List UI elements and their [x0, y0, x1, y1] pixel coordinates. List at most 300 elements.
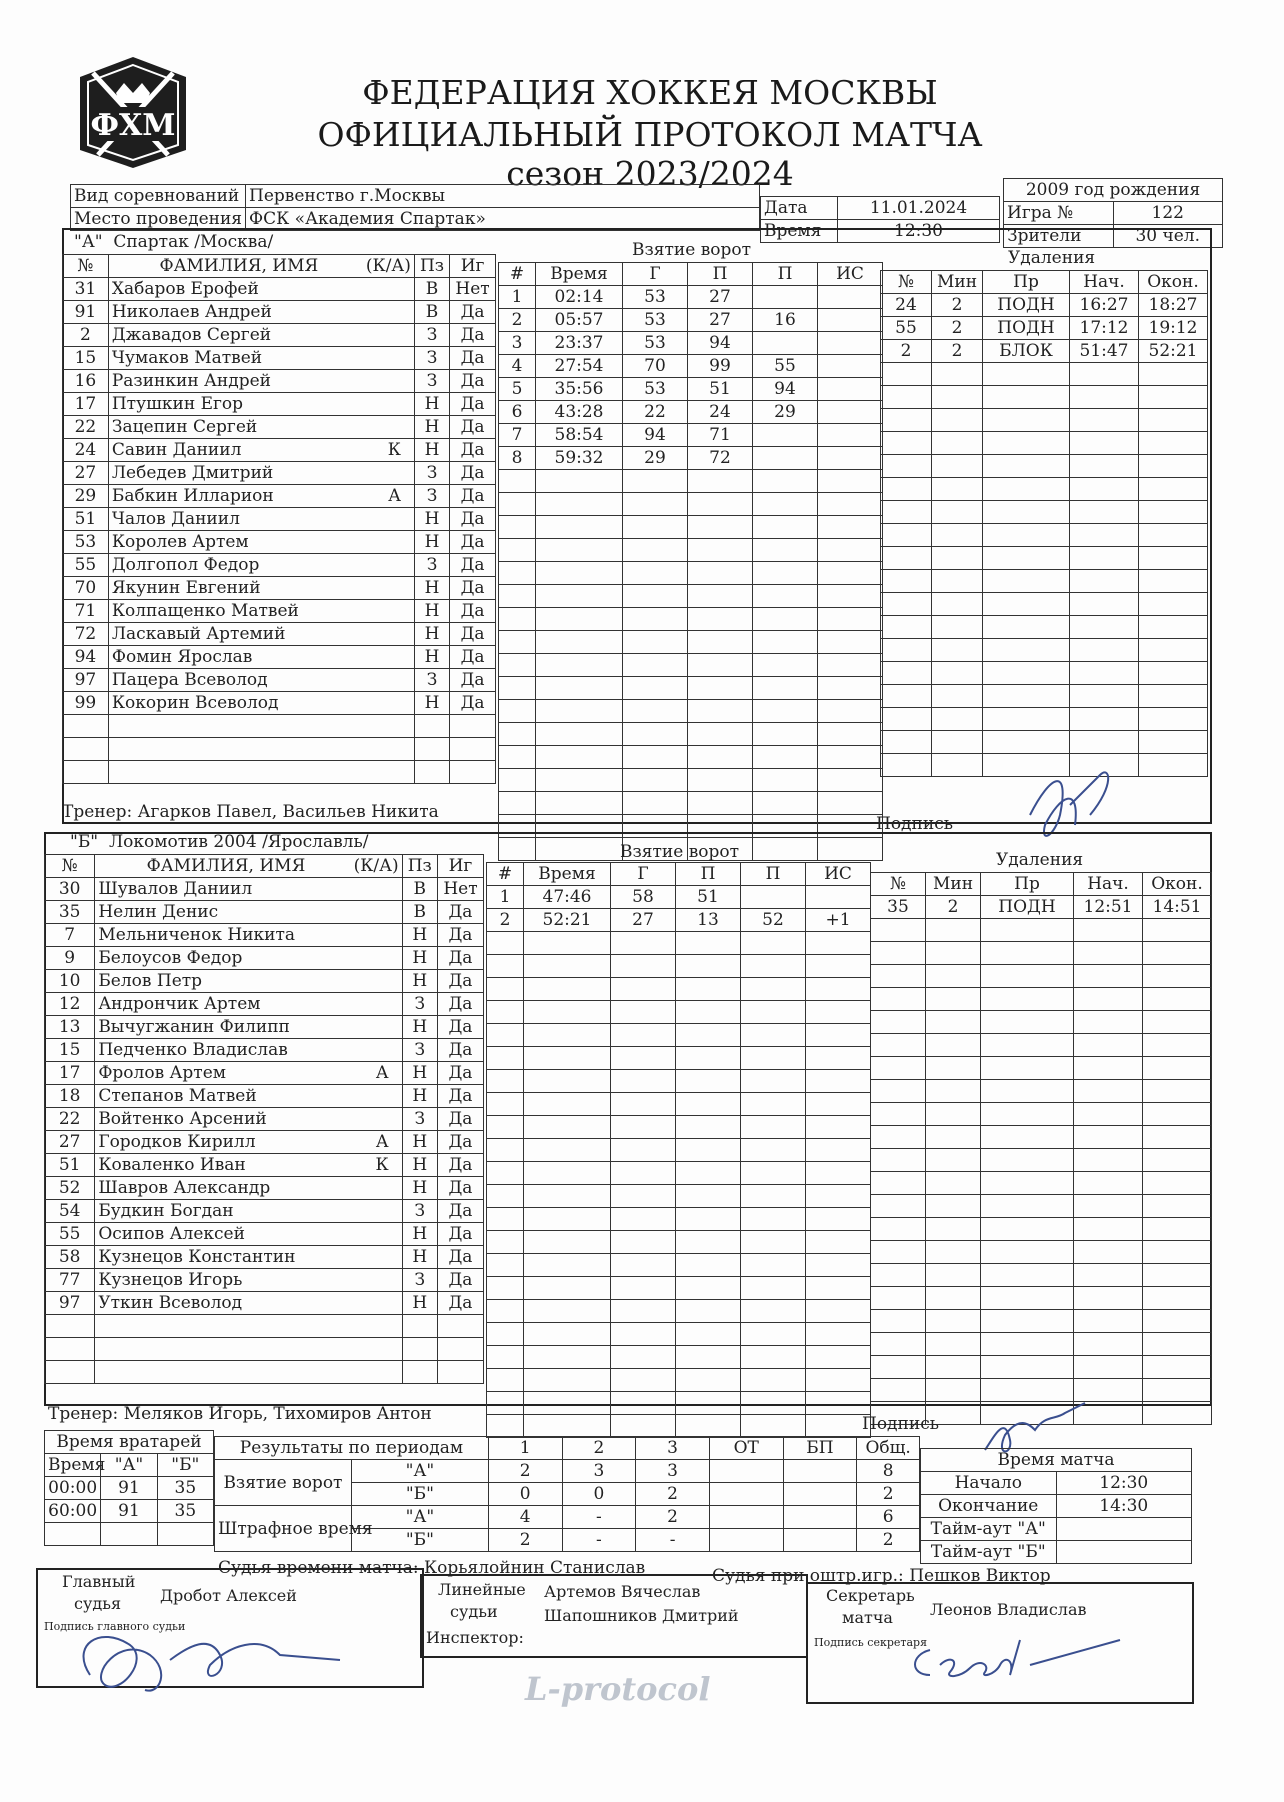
empty-cell: [753, 585, 818, 608]
empty-cell: [926, 1080, 981, 1103]
empty-cell: [623, 516, 688, 539]
penalty-row: [871, 1172, 1212, 1195]
empty-cell: [741, 932, 806, 955]
team-a-roster: [62, 254, 496, 784]
goal-row-cell: 4: [499, 355, 536, 378]
goal-row: [499, 286, 883, 309]
col-pos-b: Пз: [402, 855, 437, 878]
empty-cell: [981, 965, 1074, 988]
empty-cell: [676, 955, 741, 978]
empty-cell: [414, 738, 449, 761]
empty-cell: [881, 662, 932, 685]
empty-cell: [499, 562, 536, 585]
player-name-cell: [108, 439, 414, 462]
empty-cell: [818, 539, 883, 562]
player-plays: Да: [450, 669, 496, 692]
empty-cell: [871, 1287, 926, 1310]
goal-row: [487, 1277, 871, 1300]
empty-cell: [623, 746, 688, 769]
empty-cell: [932, 363, 983, 386]
player-name: Птушкин Егор: [111, 394, 244, 414]
empty-cell: [487, 1001, 524, 1024]
goal-row-cell: 27: [688, 286, 753, 309]
goal-row-cell: 2: [487, 909, 524, 932]
player-name-cell: [108, 554, 414, 577]
empty-cell: [499, 539, 536, 562]
pen-col-reason: Пр: [983, 271, 1070, 294]
player-name-cell: [95, 1108, 402, 1131]
player-position: Н: [414, 692, 449, 715]
player-position: Н: [414, 531, 449, 554]
goal-row-cell: 1: [487, 886, 524, 909]
penalty-row: [881, 294, 1208, 317]
player-name-cell: [95, 901, 402, 924]
referee-sig-label: Подпись главного судьи: [44, 1620, 186, 1633]
player-row: [45, 1246, 484, 1269]
player-plays: Да: [437, 924, 483, 947]
period-cell: 0: [488, 1483, 562, 1506]
team-a-pen-title: Удаления: [1008, 248, 1096, 268]
goal-row-cell: 71: [688, 424, 753, 447]
empty-cell: [611, 1162, 676, 1185]
match-time-title: Время матча: [921, 1449, 1192, 1472]
empty-cell: [524, 1070, 611, 1093]
empty-cell: [881, 409, 932, 432]
empty-cell: [108, 715, 414, 738]
goal-row: [487, 1139, 871, 1162]
empty-cell: [524, 1001, 611, 1024]
goal-row: [487, 1346, 871, 1369]
player-name: Городков Кирилл: [98, 1132, 256, 1152]
penalty-row-cell: ПОДН: [981, 896, 1074, 919]
empty-cell: [871, 1103, 926, 1126]
period-cell: [783, 1483, 857, 1506]
empty-cell: [1139, 754, 1208, 777]
goal-row-cell: [753, 332, 818, 355]
empty-cell: [981, 1356, 1074, 1379]
empty-cell: [881, 524, 932, 547]
col-plays-b: Иг: [437, 855, 483, 878]
title-protocol: ОФИЦИАЛЬНЫЙ ПРОТОКОЛ МАТЧА: [317, 115, 983, 154]
goal-row-cell: [818, 401, 883, 424]
empty-cell: [524, 1093, 611, 1116]
empty-cell: [1139, 685, 1208, 708]
empty-cell: [676, 1231, 741, 1254]
goal-row: [499, 355, 883, 378]
goal-row: [499, 792, 883, 815]
player-name-cell: [108, 531, 414, 554]
player-number: 22: [45, 1108, 95, 1131]
player-plays: Да: [450, 370, 496, 393]
empty-cell: [806, 1300, 871, 1323]
player-position: Н: [414, 393, 449, 416]
player-number: 35: [45, 901, 95, 924]
empty-cell: [688, 700, 753, 723]
empty-cell: [926, 988, 981, 1011]
empty-cell: [623, 769, 688, 792]
empty-cell: [871, 1379, 926, 1402]
secretary-name: Леонов Владислав: [930, 1600, 1087, 1619]
penalty-row: [881, 731, 1208, 754]
empty-cell: [524, 1024, 611, 1047]
player-plays: Да: [437, 1131, 483, 1154]
empty-cell: [818, 562, 883, 585]
player-name-cell: [108, 416, 414, 439]
goal-row-cell: 43:28: [536, 401, 623, 424]
goal-row-cell: 59:32: [536, 447, 623, 470]
player-name-cell: [108, 462, 414, 485]
player-number: 16: [63, 370, 109, 393]
empty-cell: [1139, 501, 1208, 524]
penalty-row: [871, 1057, 1212, 1080]
empty-cell: [981, 919, 1074, 942]
empty-cell: [611, 978, 676, 1001]
empty-cell: [1074, 1172, 1143, 1195]
empty-cell: [983, 708, 1070, 731]
goal-col-assist1: П: [688, 263, 753, 286]
goal-row: [487, 1415, 871, 1438]
player-number: 53: [63, 531, 109, 554]
player-row: [45, 1200, 484, 1223]
player-position: Н: [402, 1177, 437, 1200]
goal-row: [499, 516, 883, 539]
goal-row-cell: 8: [499, 447, 536, 470]
player-plays: Да: [450, 692, 496, 715]
goal-row-cell: 70: [623, 355, 688, 378]
empty-cell: [1070, 616, 1139, 639]
player-plays: Да: [437, 1062, 483, 1085]
empty-cell: [981, 1149, 1074, 1172]
empty-cell: [688, 654, 753, 677]
empty-cell: [676, 1047, 741, 1070]
player-row: [45, 1338, 484, 1361]
empty-cell: [806, 1001, 871, 1024]
empty-cell: [676, 1001, 741, 1024]
empty-cell: [753, 723, 818, 746]
empty-cell: [676, 1116, 741, 1139]
empty-cell: [1139, 570, 1208, 593]
goal-row: [487, 1300, 871, 1323]
empty-cell: [981, 1126, 1074, 1149]
empty-cell: [932, 754, 983, 777]
goal-row-cell: 53: [623, 309, 688, 332]
goalie-b-cell: 35: [157, 1477, 213, 1500]
goal-row: [499, 309, 883, 332]
match-end-label: Окончание: [921, 1495, 1057, 1518]
empty-cell: [45, 1315, 95, 1338]
empty-cell: [63, 761, 109, 784]
player-row: [63, 462, 496, 485]
goal-row: [487, 1208, 871, 1231]
referee-label-2: судья: [74, 1594, 122, 1613]
team-b-coach: Тренер: Меляков Игорь, Тихомиров Антон: [48, 1404, 432, 1424]
empty-cell: [871, 1241, 926, 1264]
empty-cell: [623, 631, 688, 654]
player-position: Н: [414, 577, 449, 600]
penalty-row-cell: 18:27: [1139, 294, 1208, 317]
penalty-row: [881, 363, 1208, 386]
goal-row-cell: 3: [499, 332, 536, 355]
empty-cell: [926, 1379, 981, 1402]
empty-cell: [611, 1208, 676, 1231]
pen-col-end-b: Окон.: [1143, 873, 1212, 896]
empty-cell: [818, 493, 883, 516]
player-name-cell: [108, 393, 414, 416]
secretary-label-2: матча: [842, 1608, 893, 1627]
empty-cell: [611, 1116, 676, 1139]
penalty-row-cell: 19:12: [1139, 317, 1208, 340]
empty-cell: [536, 677, 623, 700]
period-cell: [709, 1460, 783, 1483]
player-name-cell: [108, 508, 414, 531]
empty-cell: [1139, 593, 1208, 616]
penalty-row: [871, 1333, 1212, 1356]
empty-cell: [623, 654, 688, 677]
pen-col-reason-b: Пр: [981, 873, 1074, 896]
player-name: Нелин Денис: [98, 902, 219, 922]
penalty-row: [881, 317, 1208, 340]
player-plays: Да: [450, 393, 496, 416]
empty-cell: [871, 1172, 926, 1195]
empty-cell: [983, 363, 1070, 386]
period-cell: -: [562, 1529, 636, 1552]
empty-cell: [741, 1415, 806, 1438]
empty-cell: [1074, 1149, 1143, 1172]
empty-cell: [881, 593, 932, 616]
penalty-row: [871, 1195, 1212, 1218]
player-row: [45, 1269, 484, 1292]
player-position: Н: [402, 1292, 437, 1315]
empty-cell: [741, 1185, 806, 1208]
empty-cell: [623, 493, 688, 516]
empty-cell: [741, 1116, 806, 1139]
goal-row-cell: [818, 378, 883, 401]
goal-row: [499, 608, 883, 631]
goalie-time-cell: 00:00: [45, 1477, 101, 1500]
empty-cell: [487, 1070, 524, 1093]
empty-cell: [818, 631, 883, 654]
empty-cell: [926, 1241, 981, 1264]
player-name: Бабкин Илларион: [111, 486, 274, 506]
goal-row-cell: [818, 309, 883, 332]
empty-cell: [1070, 593, 1139, 616]
player-name-cell: [95, 878, 402, 901]
player-number: 58: [45, 1246, 95, 1269]
goal-row: [499, 447, 883, 470]
empty-cell: [688, 470, 753, 493]
penalty-row-cell: 12:51: [1074, 896, 1143, 919]
empty-cell: [806, 1070, 871, 1093]
empty-cell: [818, 746, 883, 769]
empty-cell: [741, 1070, 806, 1093]
player-row: [45, 1154, 484, 1177]
player-position: Н: [402, 1085, 437, 1108]
goal-row-cell: [818, 286, 883, 309]
player-position: Н: [414, 623, 449, 646]
empty-cell: [932, 731, 983, 754]
empty-cell: [611, 1415, 676, 1438]
goal-row-cell: 52: [741, 909, 806, 932]
period-cell: -: [562, 1506, 636, 1529]
goal-row-cell: 2: [499, 309, 536, 332]
timeout-a-label: Тайм-аут "А": [921, 1518, 1057, 1541]
player-plays: Да: [437, 1292, 483, 1315]
col-ka-b: (К/А): [353, 856, 399, 876]
empty-cell: [499, 769, 536, 792]
period-cell: 2: [636, 1506, 710, 1529]
goal-row: [487, 1001, 871, 1024]
time-value: 12:30: [838, 220, 1000, 243]
goal-row: [499, 769, 883, 792]
penalty-row: [881, 386, 1208, 409]
empty-cell: [871, 1333, 926, 1356]
goal-row: [487, 1070, 871, 1093]
empty-cell: [536, 700, 623, 723]
goal-row-cell: [741, 886, 806, 909]
period-col: ОТ: [709, 1437, 783, 1460]
empty-cell: [926, 919, 981, 942]
goal-row-cell: 53: [623, 332, 688, 355]
period-cell: 4: [488, 1506, 562, 1529]
period-cell: 2: [488, 1460, 562, 1483]
player-row: [45, 1292, 484, 1315]
empty-cell: [623, 723, 688, 746]
player-number: 94: [63, 646, 109, 669]
empty-cell: [871, 1310, 926, 1333]
player-row: [63, 554, 496, 577]
player-name: Белов Петр: [98, 971, 203, 991]
player-name: Зацепин Сергей: [111, 417, 258, 437]
goal-row: [499, 378, 883, 401]
player-name-cell: [95, 1131, 402, 1154]
col-ka: (К/А): [365, 256, 411, 276]
player-row: [63, 370, 496, 393]
col-num-b: №: [45, 855, 95, 878]
period-cell: 2: [857, 1483, 920, 1506]
player-plays: Да: [450, 347, 496, 370]
empty-cell: [806, 1185, 871, 1208]
player-number: 10: [45, 970, 95, 993]
empty-cell: [741, 1254, 806, 1277]
col-num: №: [63, 255, 109, 278]
match-start-label: Начало: [921, 1472, 1057, 1495]
periods-tag-a: "А": [351, 1460, 488, 1483]
linesman-2: Шапошников Дмитрий: [544, 1606, 739, 1625]
empty-cell: [1074, 1241, 1143, 1264]
empty-cell: [983, 570, 1070, 593]
empty-cell: [676, 1392, 741, 1415]
empty-cell: [983, 455, 1070, 478]
empty-cell: [981, 1103, 1074, 1126]
penalty-row-cell: ПОДН: [983, 294, 1070, 317]
goal-col-assist1-b: П: [676, 863, 741, 886]
goal-row-cell: 6: [499, 401, 536, 424]
empty-cell: [926, 1057, 981, 1080]
empty-cell: [983, 662, 1070, 685]
player-position: З: [414, 554, 449, 577]
player-name: Пацера Всеволод: [111, 670, 268, 690]
player-number: 51: [63, 508, 109, 531]
empty-cell: [688, 562, 753, 585]
player-plays: Да: [450, 462, 496, 485]
empty-cell: [676, 1323, 741, 1346]
goal-row-cell: [818, 447, 883, 470]
player-number: 97: [45, 1292, 95, 1315]
period-cell: 3: [636, 1460, 710, 1483]
empty-cell: [818, 769, 883, 792]
player-plays: Да: [437, 1016, 483, 1039]
player-number: 17: [45, 1062, 95, 1085]
empty-cell: [1143, 1402, 1212, 1425]
player-number: 99: [63, 692, 109, 715]
empty-cell: [676, 932, 741, 955]
empty-cell: [1074, 1218, 1143, 1241]
empty-cell: [611, 1346, 676, 1369]
goalie-b-cell: 35: [157, 1500, 213, 1523]
player-number: 72: [63, 623, 109, 646]
pen-col-end: Окон.: [1139, 271, 1208, 294]
player-row: [45, 924, 484, 947]
empty-cell: [1139, 386, 1208, 409]
empty-cell: [981, 1080, 1074, 1103]
penalty-row: [881, 478, 1208, 501]
empty-cell: [981, 1195, 1074, 1218]
empty-cell: [487, 1300, 524, 1323]
empty-cell: [611, 1185, 676, 1208]
empty-cell: [524, 932, 611, 955]
empty-cell: [524, 955, 611, 978]
player-name-cell: [108, 347, 414, 370]
empty-cell: [932, 547, 983, 570]
player-position: Н: [402, 1246, 437, 1269]
empty-cell: [1074, 1195, 1143, 1218]
fhm-logo: [68, 55, 198, 170]
empty-cell: [1070, 455, 1139, 478]
empty-cell: [932, 386, 983, 409]
goal-row: [499, 585, 883, 608]
empty-cell: [536, 516, 623, 539]
empty-cell: [871, 1218, 926, 1241]
empty-cell: [806, 978, 871, 1001]
empty-cell: [1139, 432, 1208, 455]
info-table: [70, 184, 760, 231]
player-position: З: [402, 1269, 437, 1292]
penalty-row: [881, 570, 1208, 593]
player-plays: Да: [437, 970, 483, 993]
player-number: 17: [63, 393, 109, 416]
empty-cell: [753, 700, 818, 723]
goal-col-strength: ИС: [818, 263, 883, 286]
penalty-row-cell: 2: [932, 317, 983, 340]
empty-cell: [63, 715, 109, 738]
team-a-penalties: [880, 270, 1208, 777]
goal-row-cell: 05:57: [536, 309, 623, 332]
empty-cell: [611, 1300, 676, 1323]
empty-cell: [741, 1369, 806, 1392]
empty-cell: [983, 685, 1070, 708]
empty-cell: [1074, 919, 1143, 942]
empty-cell: [881, 754, 932, 777]
empty-cell: [499, 493, 536, 516]
player-number: 18: [45, 1085, 95, 1108]
player-number: 13: [45, 1016, 95, 1039]
empty-cell: [741, 978, 806, 1001]
player-name: Джавадов Сергей: [111, 325, 272, 345]
empty-cell: [981, 1241, 1074, 1264]
player-plays: Да: [437, 1200, 483, 1223]
team-b-goals: [486, 862, 871, 1438]
empty-cell: [623, 677, 688, 700]
